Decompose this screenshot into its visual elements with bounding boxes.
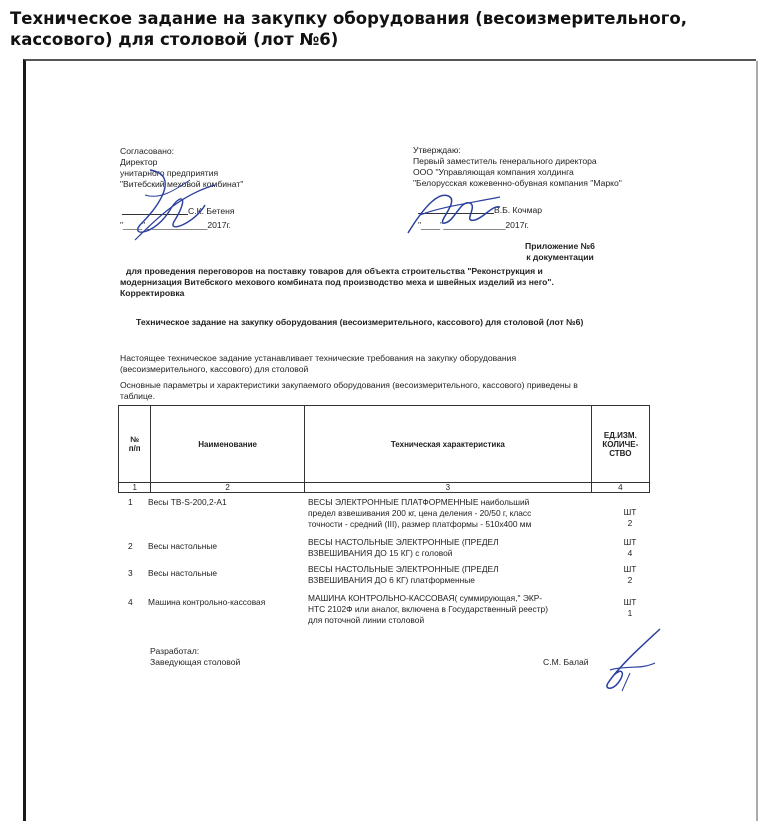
header-spec: Техническая характеристика bbox=[304, 406, 591, 483]
intro-text bbox=[120, 266, 554, 299]
row-spec: МАШИНА КОНТРОЛЬНО-КАССОВАЯ( суммирующая," ЭКР- НТС 2102Ф или аналог, включена в Государственный реестр) для поточной линии столовой bbox=[308, 593, 548, 625]
approval-right-heading: Утверждаю: bbox=[413, 145, 461, 155]
paragraph-line: Настоящее техническое задание устанавливает технические требования на закупку оборудования bbox=[120, 353, 517, 363]
developer-block bbox=[150, 646, 240, 668]
appendix-line: Приложение №6 bbox=[525, 241, 595, 251]
row-spec: ВЕСЫ НАСТОЛЬНЫЕ ЭЛЕКТРОННЫЕ (ПРЕДЕЛ ВЗВЕШИВАНИЯ ДО 15 КГ) с головой bbox=[308, 537, 499, 558]
approval-left-line: "Витебский меховой комбинат" bbox=[120, 179, 244, 189]
row-name: Весы настольные bbox=[148, 568, 218, 578]
paragraph-line: таблице. bbox=[120, 391, 155, 401]
paragraph-2 bbox=[120, 380, 578, 402]
column-number: 1 bbox=[119, 483, 151, 493]
row-unit-qty: ШТ 2 bbox=[623, 564, 637, 585]
approval-right-date: "____"_____________2017г. bbox=[418, 220, 529, 230]
approval-right-line: ООО "Управляющая компания холдинга bbox=[413, 167, 574, 177]
approval-left-line: Директор bbox=[120, 157, 158, 167]
approval-right bbox=[413, 145, 622, 189]
header-unit: ЕД.ИЗМ. КОЛИЧЕ- СТВО bbox=[591, 406, 649, 483]
row-name: Весы настольные bbox=[148, 541, 218, 551]
approval-right-line: Первый заместитель генерального директора bbox=[413, 156, 597, 166]
row-number: 4 bbox=[128, 597, 133, 607]
developer-role: Заведующая столовой bbox=[150, 657, 241, 667]
row-number: 2 bbox=[128, 541, 133, 551]
intro-line: для проведения переговоров на поставку товаров для объекта строительства "Реконструкция и bbox=[126, 266, 543, 276]
column-number: 2 bbox=[151, 483, 305, 493]
paragraph-line: (весоизмерительного, кассового) для столовой bbox=[120, 364, 309, 374]
row-name: Весы ТВ-S-200,2-А1 bbox=[148, 497, 227, 507]
row-name: Машина контрольно-кассовая bbox=[148, 597, 266, 607]
approval-left-signature-name: С.К. Бетеня bbox=[188, 206, 235, 216]
page-title: Техническое задание на закупку оборудования (весоизмерительного, кассового) для столовой (лот №6) bbox=[10, 9, 687, 49]
row-spec: ВЕСЫ ЭЛЕКТРОННЫЕ ПЛАТФОРМЕННЫЕ наибольший предел взвешивания 200 кг, цена деления - 20/50 г, класс точности - средний (III), размер платформы - 510х400 мм bbox=[308, 497, 532, 529]
developer-name: С.М. Балай bbox=[543, 657, 589, 667]
table-header-row bbox=[119, 406, 650, 483]
column-number-row bbox=[119, 483, 650, 493]
developer-heading: Разработал: bbox=[150, 646, 200, 656]
row-unit-qty: ШТ 2 bbox=[623, 507, 637, 528]
signature-left bbox=[120, 165, 230, 250]
approval-left-heading: Согласовано: bbox=[120, 146, 175, 156]
header-num: № п/п bbox=[119, 406, 151, 483]
approval-left-line: унитарного предприятия bbox=[120, 168, 219, 178]
document-title: Техническое задание на закупку оборудования (весоизмерительного, кассового) для столовой (лот №6) bbox=[136, 317, 584, 327]
appendix-label bbox=[510, 241, 610, 263]
row-number: 3 bbox=[128, 568, 133, 578]
signature-developer bbox=[600, 625, 670, 695]
row-unit-qty: ШТ 4 bbox=[623, 537, 637, 558]
approval-right-signature-name: В.Б. Кочмар bbox=[494, 205, 543, 215]
header-name: Наименование bbox=[151, 406, 305, 483]
column-number: 3 bbox=[304, 483, 591, 493]
row-unit-qty: ШТ 1 bbox=[623, 597, 637, 618]
row-number: 1 bbox=[128, 497, 133, 507]
paragraph-line: Основные параметры и характеристики закупаемого оборудования (весоизмерительного, кассового) приведены в bbox=[120, 380, 578, 390]
approval-left-date: "____"_____________2017г. bbox=[120, 220, 231, 230]
spec-table bbox=[118, 405, 650, 493]
paragraph-1 bbox=[120, 353, 516, 375]
appendix-line: к документации bbox=[526, 252, 594, 262]
intro-line: Корректировка bbox=[120, 288, 185, 298]
signature-right bbox=[400, 185, 510, 240]
row-spec: ВЕСЫ НАСТОЛЬНЫЕ ЭЛЕКТРОННЫЕ (ПРЕДЕЛ ВЗВЕШИВАНИЯ ДО 6 КГ) платформенные bbox=[308, 564, 499, 585]
intro-line: модернизация Витебского мехового комбината под производство меха и швейных изделий из него". bbox=[120, 277, 554, 287]
column-number: 4 bbox=[591, 483, 649, 493]
approval-right-line: "Белорусская кожевенно-обувная компания "Марко" bbox=[413, 178, 622, 188]
